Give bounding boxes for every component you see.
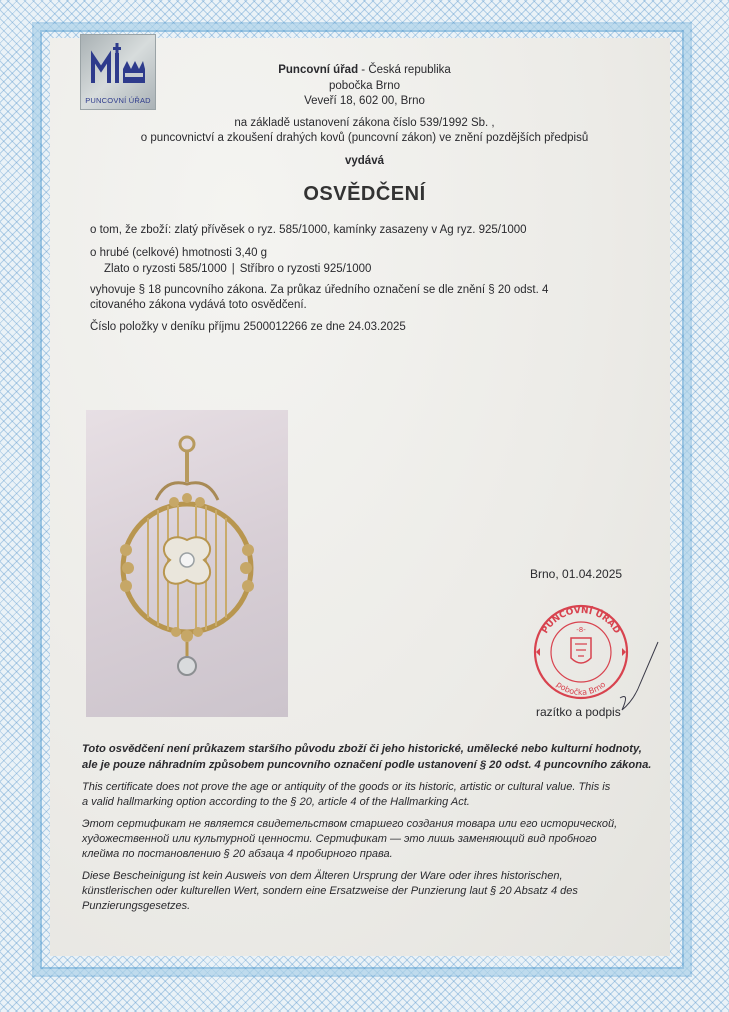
office-name: Puncovní úřad - Česká republika [278,64,451,76]
logo-caption: PUNCOVNÍ ÚŘAD [85,96,151,105]
fineness-separator: | [231,263,235,275]
pendant-image [86,410,288,717]
silver-fineness: Stříbro o ryzosti 925/1000 [239,263,372,275]
issues-label: vydává [344,155,384,167]
disclaimer-en-line2: a valid hallmarking option according to the § 20, article 4 of the Hallmarking Act. [82,796,470,808]
disclaimer-ru-line2: художественной или культурной ценности. Сертификат — это лишь заменяющий вид пробного [82,833,597,845]
gold-fineness: Zlato o ryzosti 585/1000 [104,263,227,275]
law-reference-line1: na základě ustanovení zákona číslo 539/1992 Sb. , [234,117,495,129]
law-compliance-line1: vyhovuje § 18 puncovního zákona. Za průkaz úředního označení se dle znění § 20 odst. 4 [90,284,549,296]
law-reference-line2: o puncovnictví a zkoušení drahých kovů (puncovní zákon) ve znění pozdějších předpisů [140,132,589,144]
place-and-date: Brno, 01.04.2025 [530,567,623,581]
disclaimer-ru-line1: Этот сертификат не является свидетельством старшего создания товара или его исторической, [82,818,618,830]
fineness-line [104,263,371,275]
disclaimer-de-line3: Punzierungsgesetzes. [82,900,191,912]
stamp-and-signature-label: razítko a podpis [536,705,621,719]
disclaimer-de-line1: Diese Bescheinigung ist kein Ausweis von dem Älteren Ursprung der Ware oder ihres historischen, [82,870,563,882]
office-address: Veveří 18, 602 00, Brno [304,95,425,107]
record-number: Číslo položky v deníku příjmu 2500012266 ze dne 24.03.2025 [90,321,406,333]
stamp-top-text: PUNCOVNÍ ÚŘAD [540,605,622,636]
law-compliance-line2: citovaného zákona vydává toto osvědčení. [90,299,307,311]
certificate-title: OSVĚDČENÍ [303,183,426,205]
gross-weight: o hrubé (celkové) hmotnosti 3,40 g [90,247,268,259]
office-branch: pobočka Brno [329,80,400,92]
disclaimer-cz-line2: ale je pouze náhradním způsobem puncovního označení podle ustanovení § 20 odst. 4 puncovního zákona. [82,759,652,771]
stamp-number: -8- [576,626,586,634]
disclaimer-de-line2: künstlerischen oder kulturellen Wert, sondern eine Ersatzweise der Punzierung laut § 20 Absatz 4 des [82,885,578,897]
item-description: o tom, že zboží: zlatý přívěsek o ryz. 585/1000, kamínky zasazeny v Ag ryz. 925/1000 [90,224,527,236]
disclaimer-en-line1: This certificate does not prove the age or antiquity of the goods or its historic, artistic or cultural value. This is [82,781,611,793]
stamp-bottom-text: pobočka Brno [554,679,608,698]
disclaimer-cz-line1: Toto osvědčení není průkazem staršího původu zboží či jeho historické, umělecké nebo kulturní hodnoty, [82,743,642,755]
disclaimer-ru-line3: клейма по постановлению § 20 абзаца 4 пробирного права. [82,848,393,860]
pendant-photo [86,410,288,717]
